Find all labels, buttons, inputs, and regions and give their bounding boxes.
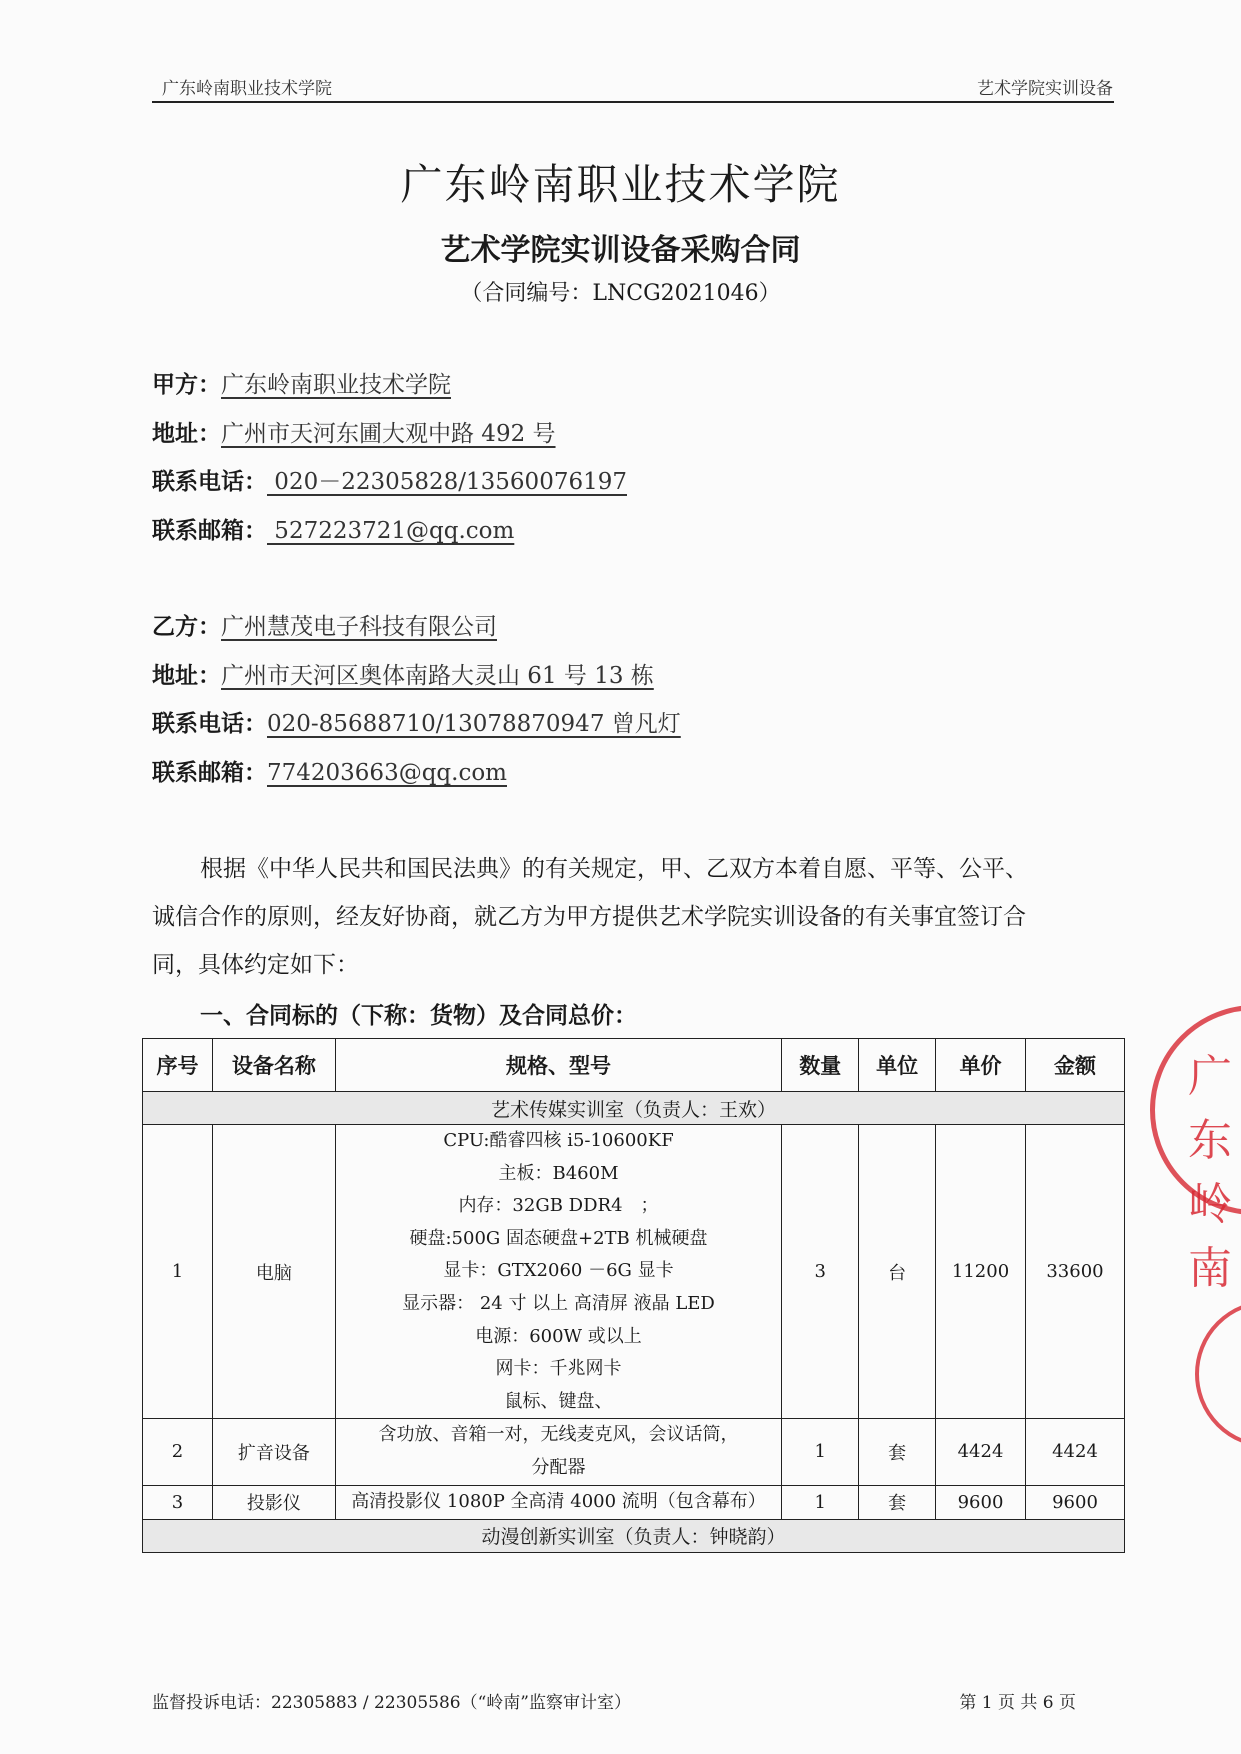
party-b-email: 774203663@qq.com bbox=[267, 760, 507, 786]
party-a-address-label: 地址： bbox=[152, 421, 221, 447]
cell-name: 扩音设备 bbox=[212, 1419, 335, 1485]
party-a-phone: 020－22305828/13560076197 bbox=[267, 469, 627, 495]
spec-line: 分配器 bbox=[531, 1456, 586, 1478]
party-a-address: 广州市天河东圃大观中路 492 号 bbox=[221, 421, 556, 447]
cell-spec bbox=[335, 1485, 781, 1519]
col-header-amount: 金额 bbox=[1026, 1039, 1125, 1092]
spec-line: 内存：32GB DDR4 ； bbox=[458, 1195, 659, 1217]
party-b-address-label: 地址： bbox=[152, 663, 221, 689]
cell-name: 电脑 bbox=[212, 1125, 335, 1419]
party-b-name: 广州慧茂电子科技有限公司 bbox=[221, 614, 497, 640]
party-a-email-row bbox=[152, 512, 514, 545]
spec-line: 含功放、音箱一对，无线麦克风，会议话筒， bbox=[378, 1424, 739, 1446]
party-b-phone-row bbox=[152, 705, 681, 738]
spec-line: 鼠标、键盘、 bbox=[504, 1390, 613, 1412]
cell-amount: 33600 bbox=[1026, 1125, 1125, 1419]
party-a-phone-label: 联系电话： bbox=[152, 469, 267, 495]
party-a-name-row bbox=[152, 366, 451, 399]
footer-page-number: 第 1 页 共 6 页 bbox=[959, 1693, 1076, 1713]
running-header-left: 广东岭南职业技术学院 bbox=[162, 79, 332, 99]
group-row bbox=[143, 1092, 1125, 1125]
cell-price: 9600 bbox=[936, 1485, 1026, 1519]
cell-amount: 4424 bbox=[1026, 1419, 1125, 1485]
party-a-email-label: 联系邮箱： bbox=[152, 518, 267, 544]
spec-line: 显示器： 24 寸 以上 高清屏 液晶 LED bbox=[402, 1292, 715, 1314]
group-label: 艺术传媒实训室（负责人：王欢） bbox=[143, 1092, 1125, 1125]
col-header-name: 设备名称 bbox=[212, 1039, 335, 1092]
party-a-phone-row bbox=[152, 463, 627, 496]
party-a-name: 广东岭南职业技术学院 bbox=[221, 372, 451, 398]
table-row bbox=[143, 1125, 1125, 1419]
seal-partial-2 bbox=[1195, 1300, 1241, 1448]
cell-name: 投影仪 bbox=[212, 1485, 335, 1519]
section-heading: 一、合同标的（下称：货物）及合同总价： bbox=[200, 1003, 637, 1029]
group-label: 动漫创新实训室（负责人：钟晓韵） bbox=[143, 1519, 1125, 1552]
table-header-row bbox=[143, 1039, 1125, 1092]
cell-qty: 1 bbox=[782, 1485, 859, 1519]
party-b-email-row bbox=[152, 754, 507, 787]
table-row bbox=[143, 1419, 1125, 1485]
col-header-unit: 单位 bbox=[859, 1039, 936, 1092]
contract-number: （合同编号：LNCG2021046） bbox=[460, 281, 781, 306]
table-row bbox=[143, 1485, 1125, 1519]
party-b-email-label: 联系邮箱： bbox=[152, 760, 267, 786]
cell-amount: 9600 bbox=[1026, 1485, 1125, 1519]
cell-price: 4424 bbox=[936, 1419, 1026, 1485]
party-b-address-row bbox=[152, 657, 654, 690]
spec-line: 电源：600W 或以上 bbox=[475, 1325, 642, 1347]
intro-line-3: 同，具体约定如下： bbox=[152, 952, 359, 978]
items-table bbox=[142, 1038, 1125, 1553]
spec-line: 主板：B460M bbox=[498, 1162, 619, 1184]
cell-price: 11200 bbox=[936, 1125, 1026, 1419]
cell-no: 3 bbox=[143, 1485, 213, 1519]
cell-qty: 1 bbox=[782, 1419, 859, 1485]
cell-spec bbox=[335, 1125, 781, 1419]
header-rule bbox=[152, 101, 1114, 103]
party-a-email: 527223721@qq.com bbox=[267, 518, 515, 544]
party-a-name-label: 甲方： bbox=[152, 372, 221, 398]
party-a-address-row bbox=[152, 415, 556, 448]
spec-line: 网卡：千兆网卡 bbox=[495, 1358, 622, 1380]
group-row bbox=[143, 1519, 1125, 1552]
spec-line: 显卡：GTX2060 －6G 显卡 bbox=[443, 1260, 674, 1282]
cell-unit: 套 bbox=[859, 1419, 936, 1485]
cell-no: 2 bbox=[143, 1419, 213, 1485]
seal-text: 广东岭南 bbox=[1188, 1051, 1232, 1294]
intro-paragraph bbox=[152, 845, 1114, 989]
party-b-name-label: 乙方： bbox=[152, 614, 221, 640]
contract-title: 艺术学院实训设备采购合同 bbox=[440, 233, 801, 268]
spec-line: 硬盘:500G 固态硬盘+2TB 机械硬盘 bbox=[409, 1227, 708, 1249]
footer-complaint-phone: 监督投诉电话：22305883 / 22305586（“岭南”监察审计室） bbox=[152, 1693, 631, 1713]
cell-unit: 台 bbox=[859, 1125, 936, 1419]
col-header-spec: 规格、型号 bbox=[335, 1039, 781, 1092]
intro-line-2: 诚信合作的原则，经友好协商，就乙方为甲方提供艺术学院实训设备的有关事宜签订合 bbox=[152, 904, 1026, 930]
col-header-qty: 数量 bbox=[782, 1039, 859, 1092]
spec-line: CPU:酷睿四核 i5-10600KF bbox=[443, 1130, 674, 1151]
party-b-name-row bbox=[152, 608, 497, 641]
document-title: 广东岭南职业技术学院 bbox=[400, 160, 841, 209]
intro-line-1: 根据《中华人民共和国民法典》的有关规定，甲、乙双方本着自愿、平等、公平、 bbox=[200, 856, 1028, 882]
col-header-no: 序号 bbox=[143, 1039, 213, 1092]
cell-qty: 3 bbox=[782, 1125, 859, 1419]
party-b-phone-label: 联系电话： bbox=[152, 711, 267, 737]
cell-unit: 套 bbox=[859, 1485, 936, 1519]
cell-no: 1 bbox=[143, 1125, 213, 1419]
party-b-phone: 020-85688710/13078870947 曾凡灯 bbox=[267, 711, 681, 737]
spec-line: 高清投影仪 1080P 全高清 4000 流明（包含幕布） bbox=[351, 1490, 766, 1512]
party-b-address: 广州市天河区奥体南路大灵山 61 号 13 栋 bbox=[221, 663, 654, 689]
cell-spec bbox=[335, 1419, 781, 1485]
running-header-right: 艺术学院实训设备 bbox=[977, 79, 1113, 99]
col-header-price: 单价 bbox=[936, 1039, 1026, 1092]
